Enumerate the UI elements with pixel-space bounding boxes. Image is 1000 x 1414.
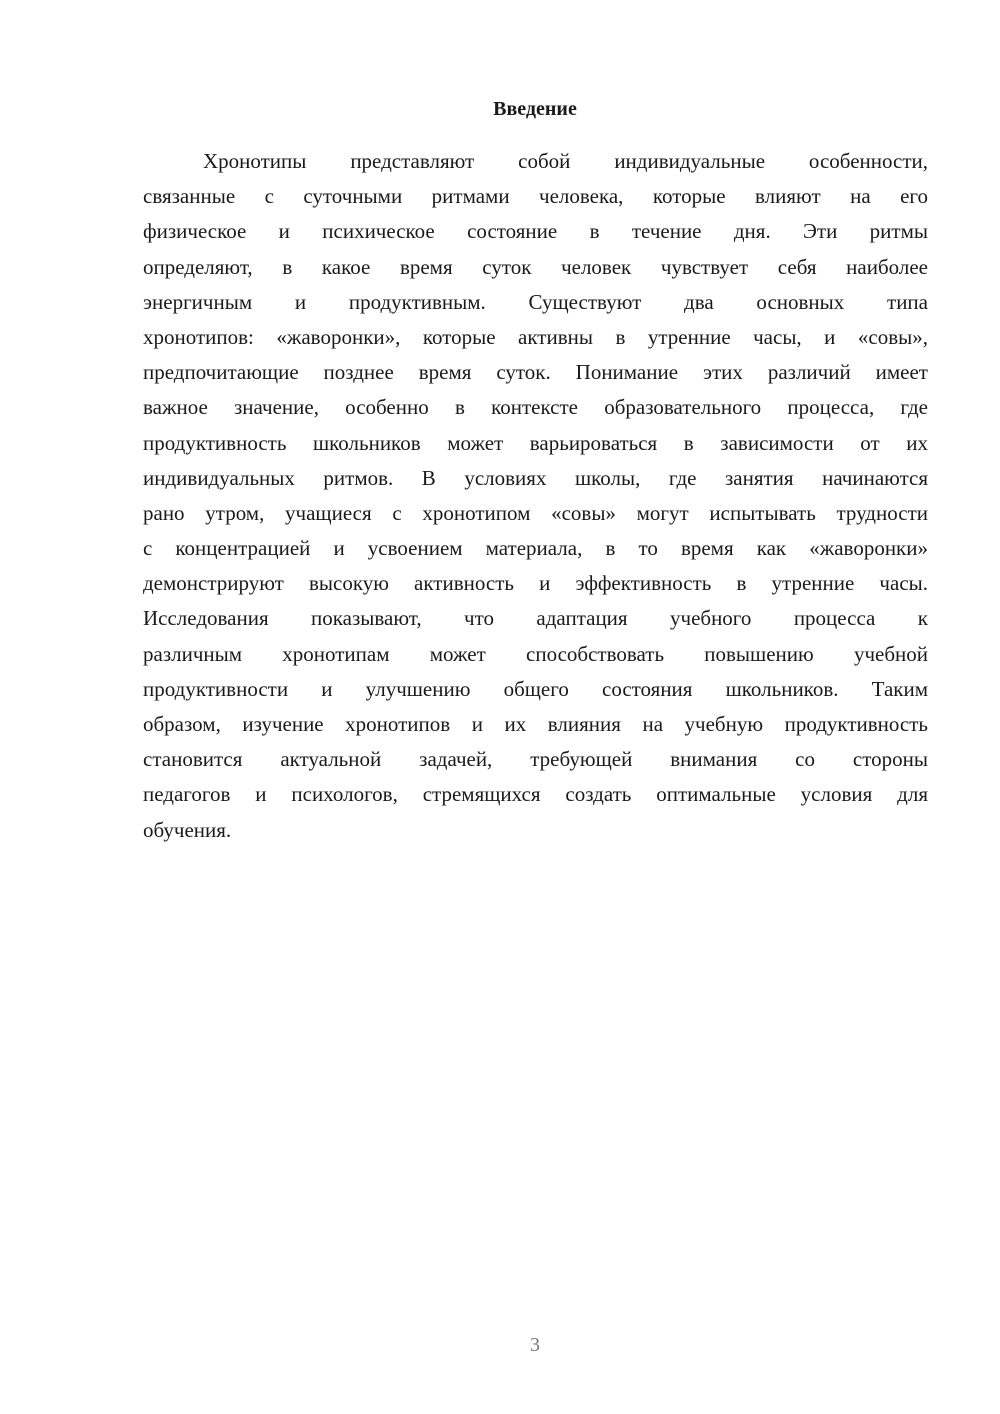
text-line: индивидуальных ритмов. В условиях школы, где занятия начинаются: [143, 465, 928, 490]
text-line: продуктивность школьников может варьироваться в зависимости от их: [143, 430, 928, 455]
text-line: связанные с суточными ритмами человека, которые влияют на его: [143, 184, 928, 209]
text-line: определяют, в какое время суток человек чувствует себя наиболее: [143, 254, 928, 279]
text-line: различным хронотипам может способствовать повышению учебной: [143, 641, 928, 666]
text-line: физическое и психическое состояние в течение дня. Эти ритмы: [143, 219, 928, 244]
text-line: обучения.: [143, 817, 232, 842]
text-line: продуктивности и улучшению общего состояния школьников. Таким: [143, 676, 928, 701]
text-line: хронотипов: «жаворонки», которые активны в утренние часы, и «совы»,: [143, 324, 928, 349]
section-heading: Введение: [493, 98, 577, 120]
text-line: Исследования показывают, что адаптация учебного процесса к: [143, 606, 928, 631]
text-line: педагогов и психологов, стремящихся создать оптимальные условия для: [143, 782, 928, 807]
text-line: становится актуальной задачей, требующей внимания со стороны: [143, 747, 928, 772]
text-line: предпочитающие позднее время суток. Понимание этих различий имеет: [143, 360, 928, 385]
text-line: Хронотипы представляют собой индивидуальные особенности,: [203, 149, 928, 173]
body-paragraph: [143, 144, 928, 848]
text-line: образом, изучение хронотипов и их влияния на учебную продуктивность: [143, 712, 928, 736]
text-line: рано утром, учащиеся с хронотипом «совы» могут испытывать трудности: [143, 500, 928, 525]
text-line: демонстрируют высокую активность и эффективность в утренние часы.: [143, 571, 928, 596]
text-line: энергичным и продуктивным. Существуют два основных типа: [143, 289, 928, 314]
page-number: 3: [530, 1334, 540, 1356]
text-line: с концентрацией и усвоением материала, в то время как «жаворонки»: [143, 536, 928, 561]
text-line: важное значение, особенно в контексте образовательного процесса, где: [143, 395, 928, 420]
